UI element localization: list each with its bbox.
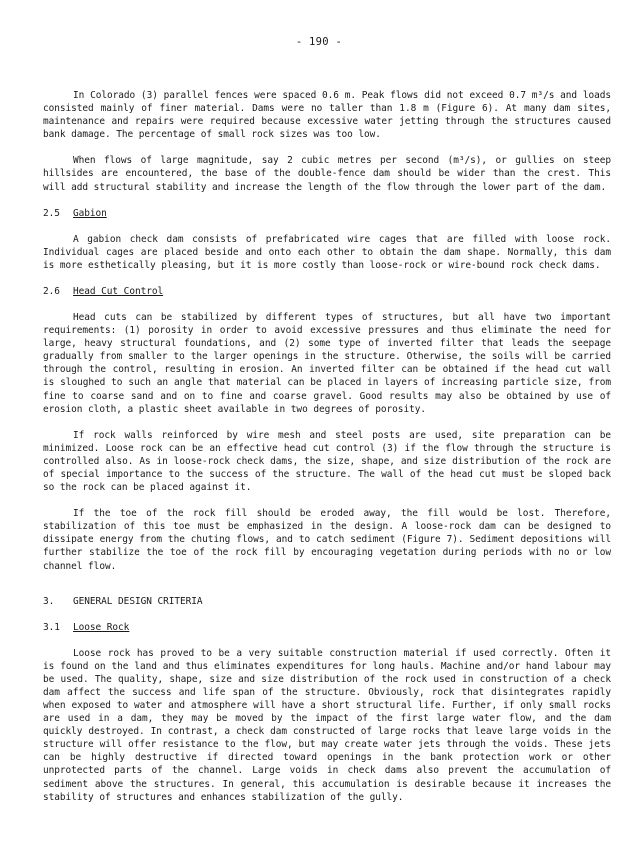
page-number: - 190 - [295,36,343,48]
section-title: Loose Rock [73,621,130,633]
section-heading-general-design [43,595,611,608]
section-heading-gabion [43,207,611,220]
body-text [43,89,611,804]
section-number: 2.5 [43,207,60,219]
paragraph-gabion: A gabion check dam consists of prefabricated wire cages that are filled with loose rock. Individual cages are placed beside and onto each other to obtain the dam shape. Normally, this dam is more esthetically pleasing, but it is more costly than loose-rock or wire-bound rock check dams. [43,233,611,271]
paragraph-toe: If the toe of the rock fill should be eroded away, the fill would be lost. Therefore, stabilization of this toe must be emphasized in the design. A loose-rock dam can be designed to dissipate energy from the chuting flows, and to catch sediment (Figure 7). Sediment depositions will further stabilize the toe of the rock fill by encouraging vegetation during periods with no or low channel flow. [43,508,611,572]
paragraph-rock-walls: If rock walls reinforced by wire mesh and steel posts are used, site preparation can be minimized. Loose rock can be an effective head cut control (3) if the flow through the structure is controlled also. As in loose-rock check dams, the size, shape, and size distribution of the rock are of special importance to the success of the structure. The wall of the head cut must be sloped back so the rock can be placed against it. [43,429,611,494]
section-heading-head-cut [43,285,611,298]
section-heading-loose-rock [43,621,611,634]
paragraph-large-flows: When flows of large magnitude, say 2 cubic metres per second (m³/s), or gullies on steep hillsides are encountered, the base of the double-fence dam should be wider than the crest. This will add structural stability and increase the length of the flow through the lower part of the dam. [43,155,611,193]
section-title: GENERAL DESIGN CRITERIA [73,595,203,607]
section-title: Gabion [73,207,107,219]
section-title: Head Cut Control [73,285,164,297]
section-number: 3.1 [43,621,60,633]
paragraph-head-cuts: Head cuts can be stabilized by different types of structures, but all have two important requirements: (1) porosity in order to avoid excessive pressures and thus eliminate the need for large, heavy structural foundations, and (2) some type of inverted filter that leads the seepage gradually from smaller to the larger openings in the structure. Otherwise, the soils will be carried through the control, resulting in erosion. An inverted filter can be obtained if the head cut wall is sloughed to such an angle that material can be placed in layers of increasing particle size, from fine to coarse sand and on to fine and coarse gravel. Good results may also be obtained by use of erosion cloth, a plastic sheet available in two degrees of porosity. [43,311,611,415]
section-number: 3. [43,595,55,607]
paragraph-loose-rock: Loose rock has proved to be a very suitable construction material if used correctly. Often it is found on the land and thus eliminates expenditures for long hauls. Machine and/or hand labour may be used. The quality, shape, size and size distribution of the rock used in construction of a check dam affect the success and life span of the structure. Obviously, rock that disintegrates rapidly when exposed to water and atmosphere will have a short structural life. Further, if only small rocks are used in a dam, they may be moved by the impact of the first large water flow, and the dam quickly destroyed. In contrast, a check dam constructed of large rocks that leave large voids in the structure will offer resistance to the flow, but may create water jets through the voids. These jets can be highly destructive if directed toward openings in the bank protection work or other unprotected parts of the channel. Large voids in check dams also prevent the accumulation of sediment above the structures. In general, this accumulation is desirable because it increases the stability of structures and enhances stabilization of the gully. [43,647,611,803]
paragraph-colorado: In Colorado (3) parallel fences were spaced 0.6 m. Peak flows did not exceed 0.7 m³/s and loads consisted mainly of finer material. Dams were no taller than 1.8 m (Figure 6). At many dam sites, maintenance and repairs were required because excessive water jetting through the structures caused bank damage. The percentage of small rock sizes was too low. [43,90,611,141]
section-number: 2.6 [43,285,60,297]
